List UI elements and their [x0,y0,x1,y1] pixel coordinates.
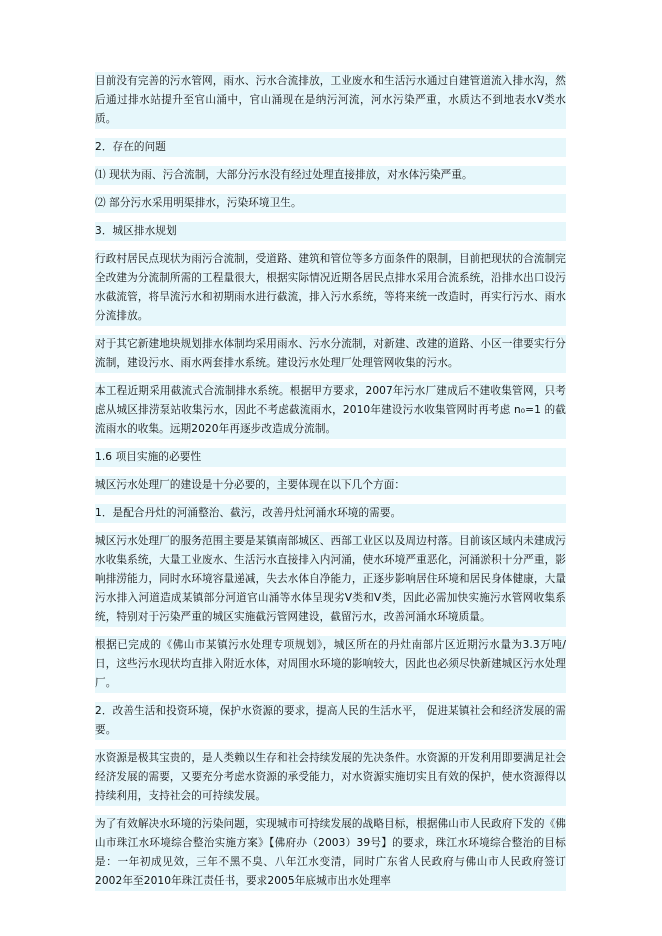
section-heading: 1.6 项目实施的必要性 [95,448,566,467]
section-heading: 2．改善生活和投资环境，保护水资源的要求，提高人民的生活水平， 促进某镇社会和经济发展的需要。 [95,702,566,740]
paragraph: 根据已完成的《佛山市某镇污水处理专项规划》，城区所在的丹灶南部片区近期污水量为3.3万吨/日，这些污水现状均直排入附近水体，对周围水环境的影响较大，因此也必须尽快新建城区污水处理厂。 [95,636,566,693]
paragraph: 本工程近期采用截流式合流制排水系统。根据甲方要求，2007年污水厂建成后不建收集管网，只考虑从城区排涝泵站收集污水，因此不考虑截流雨水，2010年建设污水收集管网时再考虑 n₀=1 的截流雨水的收集。远期2020年再逐步改造成分流制。 [95,382,566,439]
section-heading: 3．城区排水规划 [95,222,566,241]
paragraph: 城区污水处理厂的服务范围主要是某镇南部城区、西部工业区以及周边村落。目前该区域内未建成污水收集系统，大量工业废水、生活污水直接排入内河涌，使水环境严重恶化，河涌淤积十分严重，影响排涝能力，同时水环境容量递减，失去水体自净能力，正逐步影响居住环境和居民身体健康，大量污水排入河道造成某镇部分河道官山涌等水体呈现劣Ⅴ类和Ⅴ类，因此必需加快实施污水管网收集系统，特别对于污染严重的城区实施截污管网建设，截留污水，改善河涌水环境质量。 [95,532,566,627]
paragraph: 水资源是极其宝贵的，是人类赖以生存和社会持续发展的先决条件。水资源的开发利用即要满足社会经济发展的需要，又要充分考虑水资源的承受能力，对水资源实施切实且有效的保护，使水资源得以持续利用，支持社会的可持续发展。 [95,749,566,806]
paragraph: 行政村居民点现状为雨污合流制，受道路、建筑和管位等多方面条件的限制，目前把现状的合流制完全改建为分流制所需的工程量很大，根据实际情况近期各居民点排水采用合流系统，沿排水出口设污水截流管，将旱流污水和初期雨水进行截流，排入污水系统，等将来统一改造时，再实行污水、雨水分流排放。 [95,250,566,326]
paragraph: 城区污水处理厂的建设是十分必要的，主要体现在以下几个方面： [95,476,566,495]
list-item: ⑵ 部分污水采用明渠排水，污染环境卫生。 [95,194,566,213]
paragraph: 目前没有完善的污水管网，雨水、污水合流排放，工业废水和生活污水通过自建管道流入排水沟，然后通过排水站提升至官山涌中，官山涌现在是纳污河流，河水污染严重，水质达不到地表水Ⅴ类水质。 [95,72,566,129]
section-heading: 2．存在的问题 [95,138,566,157]
document-body [95,72,566,900]
paragraph: 对于其它新建地块规划排水体制均采用雨水、污水分流制，对新建、改建的道路、小区一律要实行分流制，建设污水、雨水两套排水系统。建设污水处理厂处理管网收集的污水。 [95,335,566,373]
list-item: ⑴ 现状为雨、污合流制，大部分污水没有经过处理直接排放，对水体污染严重。 [95,166,566,185]
section-heading: 1．是配合丹灶的河涌整治、截污，改善丹灶河涌水环境的需要。 [95,504,566,523]
paragraph: 为了有效解决水环境的污染问题，实现城市可持续发展的战略目标，根据佛山市人民政府下发的《佛山市珠江水环境综合整治实施方案》【佛府办（2003）39号】的要求，珠江水环境综合整治的目标是：一年初成见效，三年不黑不臭、八年江水变清，同时广东省人民政府与佛山市人民政府签订2002年至2010年珠江责任书，要求2005年底城市出水处理率 [95,815,566,891]
